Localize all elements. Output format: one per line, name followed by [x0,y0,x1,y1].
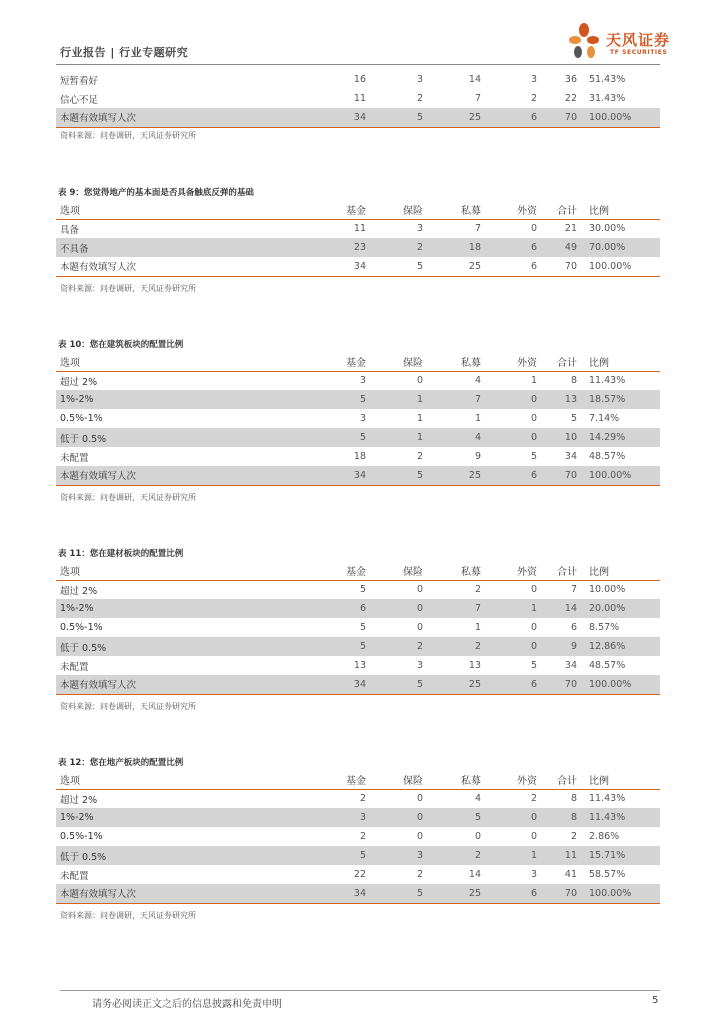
table-row: 1%-2% 3 0 5 0 8 11.43% [56,808,660,827]
company-logo [566,22,676,62]
footer-divider [60,990,660,991]
logo-english-name: TF SECURITIES [610,49,668,56]
table-row: 超过 2% 5 0 2 0 7 10.00% [60,584,626,597]
table-9-title: 表 9：您觉得地产的基本面是否具备触底反弹的基础 [58,188,254,198]
table-row: 1%-2% 6 0 7 1 14 20.00% [56,599,660,618]
table-header-row: 选项 基金 保险 私募 外资 合计 比例 [56,200,660,219]
source-note: 资料来源：问卷调研，天风证券研究所 [60,702,196,711]
table-total-row: 本题有效填写人次 34 5 25 6 70 100.00% [56,675,660,694]
table-row: 0.5%-1% 2 0 0 0 2 2.86% [60,831,620,842]
table-total-row: 本题有效填写人次 34 5 25 6 70 100.00% [56,108,660,127]
table-header-row: 选项 基金 保险 私募 外资 合计 比例 [56,561,660,580]
table-11 [56,561,660,695]
table-row: 短暂看好 16 3 14 3 36 51.43% [60,74,626,87]
table-10 [56,352,660,486]
table-row: 具备 11 3 7 0 21 30.00% [60,223,626,236]
table-12 [56,770,660,904]
table-row: 1%-2% 5 1 7 0 13 18.57% [56,390,660,409]
table-10-title: 表 10：您在建筑板块的配置比例 [58,340,184,350]
table-9 [56,200,660,277]
header-divider [56,64,660,65]
table-row: 信心不足 11 2 7 2 22 31.43% [60,93,626,106]
table-header-row: 选项 基金 保险 私募 外资 合计 比例 [56,770,660,789]
logo-chinese-name: 天风证券 [606,31,671,49]
source-note: 资料来源：问卷调研，天风证券研究所 [60,284,196,293]
table-12-title: 表 12：您在地产板块的配置比例 [58,758,184,768]
table-total-row: 本题有效填写人次 34 5 25 6 70 100.00% [56,884,660,903]
footer-disclaimer: 请务必阅读正文之后的信息披露和免责申明 [92,999,282,1010]
table-row: 超过 2% 2 0 4 2 8 11.43% [60,793,626,806]
table-total-row: 本题有效填写人次 34 5 25 6 70 100.00% [56,466,660,485]
table-total-row: 本题有效填写人次 34 5 25 6 70 100.00% [56,257,660,276]
report-category: 行业报告 | 行业专题研究 [60,46,189,59]
source-note: 资料来源：问卷调研，天风证券研究所 [60,911,196,920]
source-note: 资料来源：问卷调研，天风证券研究所 [60,493,196,502]
table-continuation [56,70,660,128]
table-row: 未配置 22 2 14 3 41 58.57% [60,869,626,882]
table-row: 0.5%-1% 5 0 1 0 6 8.57% [60,622,620,633]
table-row: 0.5%-1% 3 1 1 0 5 7.14% [60,413,620,424]
flower-logo-icon [566,22,604,62]
table-header-row: 选项 基金 保险 私募 外资 合计 比例 [56,352,660,371]
table-row: 未配置 18 2 9 5 34 48.57% [60,451,626,464]
table-11-title: 表 11：您在建材板块的配置比例 [58,549,184,559]
page-number: 5 [652,995,659,1006]
table-row: 低于 0.5% 5 1 4 0 10 14.29% [56,428,660,447]
table-row: 低于 0.5% 5 2 2 0 9 12.86% [56,637,660,656]
table-row: 未配置 13 3 13 5 34 48.57% [60,660,626,673]
table-row: 低于 0.5% 5 3 2 1 11 15.71% [56,846,660,865]
table-row: 超过 2% 3 0 4 1 8 11.43% [60,375,626,388]
source-note: 资料来源：问卷调研，天风证券研究所 [60,131,196,140]
table-row: 不具备 23 2 18 6 49 70.00% [56,238,660,257]
